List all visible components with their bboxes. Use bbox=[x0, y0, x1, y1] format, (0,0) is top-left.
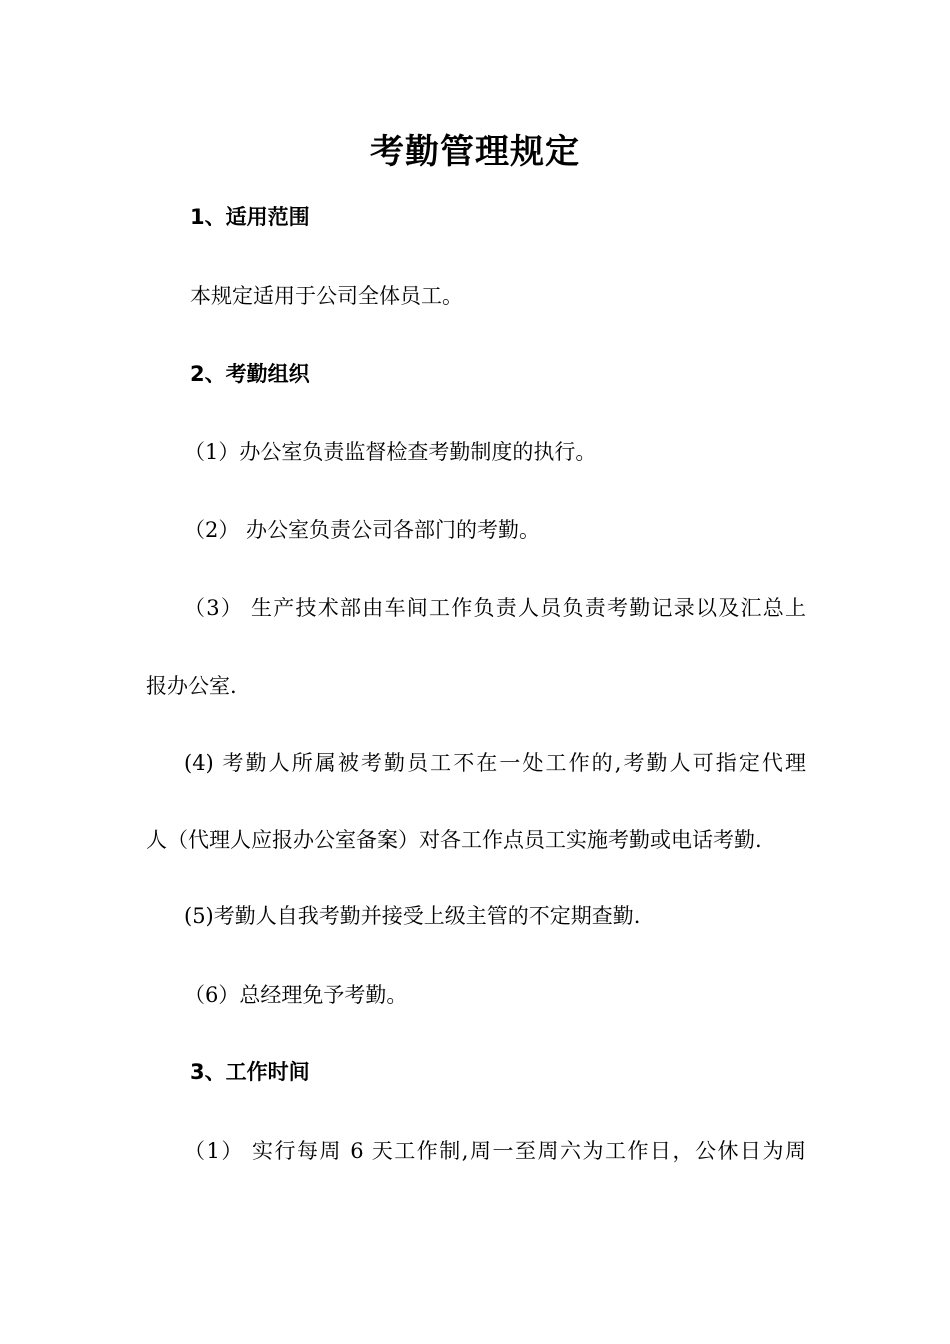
paragraph-line: 报办公室. bbox=[146, 674, 237, 698]
paragraph-line: （1） 实行每周 6 天工作制,周一至周六为工作日，公休日为周 bbox=[184, 1139, 806, 1163]
section-heading-organization: 2、考勤组织 bbox=[190, 362, 310, 386]
section-heading-scope: 1、适用范围 bbox=[190, 205, 310, 229]
paragraph-line: （6）总经理免予考勤。 bbox=[184, 983, 408, 1007]
section-heading-working-hours: 3、工作时间 bbox=[190, 1060, 310, 1084]
paragraph-line: 人（代理人应报办公室备案）对各工作点员工实施考勤或电话考勤. bbox=[146, 828, 762, 852]
paragraph-line: (5)考勤人自我考勤并接受上级主管的不定期查勤. bbox=[184, 904, 641, 928]
paragraph-line: (4) 考勤人所属被考勤员工不在一处工作的,考勤人可指定代理 bbox=[184, 751, 806, 775]
paragraph-line: （1）办公室负责监督检查考勤制度的执行。 bbox=[184, 440, 597, 464]
page-title: 考勤管理规定 bbox=[370, 132, 580, 172]
paragraph-line: （2） 办公室负责公司各部门的考勤。 bbox=[184, 518, 541, 542]
paragraph-line: （3） 生产技术部由车间工作负责人员负责考勤记录以及汇总上 bbox=[184, 596, 806, 620]
paragraph-line: 本规定适用于公司全体员工。 bbox=[190, 284, 463, 308]
